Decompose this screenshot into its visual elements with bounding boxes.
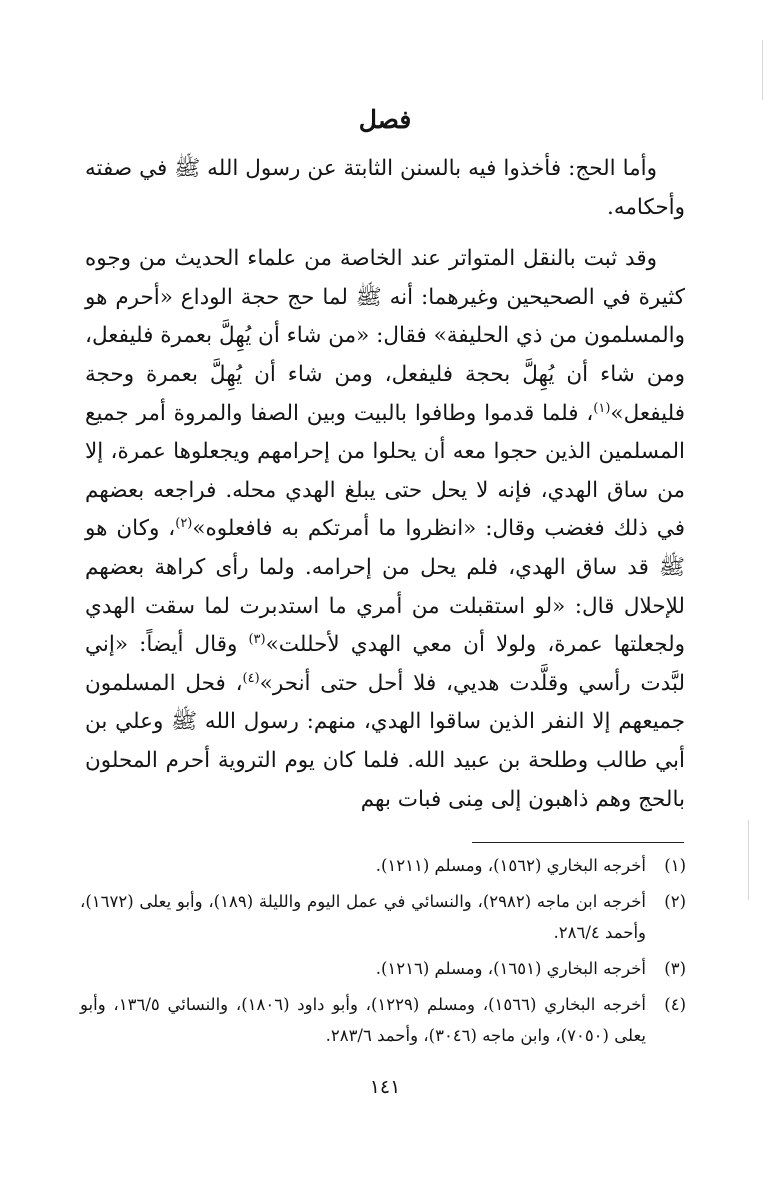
page-number: ١٤١ <box>369 1076 401 1098</box>
footnote-text: أخرجه ابن ماجه (٢٩٨٢)، والنسائي في عمل اليوم والليلة (١٨٩)، وأبو يعلى (١٦٧٢)، وأحمد ٢٨٦/٤. <box>80 892 646 942</box>
footnote-ref-3[interactable]: (٣) <box>248 631 266 647</box>
footnote-text: أخرجه البخاري (١٥٦٦)، ومسلم (١٢٢٩)، وأبو داود (١٨٠٦)، والنسائي ١٣٦/٥، وأبو يعلى (٧٠٥٠)، وابن ماجه (٣٠٤٦)، وأحمد ٢٨٣/٦. <box>80 995 646 1045</box>
paragraph-2-part-4: وقال أيضاً: «إني لبَّدت رأسي وقلَّدت هديي، فلا أحل حتى أنحر» <box>85 632 685 696</box>
footnotes <box>80 850 686 1056</box>
footnote-3 <box>80 953 686 984</box>
paragraph-2-part-1: وقد ثبت بالنقل المتواتر عند الخاصة من علماء الحديث من وجوه كثيرة في الصحيحين وغيرهما: أنه ﷺ لما حج حجة الوداع «أحرم هو والمسلمون من ذي الحليفة» فقال: «من شاء أن يُهِلَّ بعمرة فليفعل، ومن شاء أن يُهِلَّ بحجة فليفعل، ومن شاء أن يُهِلَّ بعمرة وحجة فليفعل» <box>85 246 685 426</box>
footnote-4 <box>80 989 686 1051</box>
paragraph-2 <box>85 240 685 819</box>
footnote-separator <box>472 842 684 843</box>
main-text <box>85 150 685 819</box>
footnote-number: (٤) <box>664 995 686 1014</box>
footnote-ref-1[interactable]: (١) <box>593 400 611 416</box>
paragraph-1-text: وأما الحج: فأخذوا فيه بالسنن الثابتة عن رسول الله ﷺ في صفته وأحكامه. <box>85 156 685 220</box>
footnote-1 <box>80 850 686 881</box>
footnote-number: (١) <box>664 856 686 875</box>
paragraph-2-part-5: ، فحل المسلمون جميعهم إلا النفر الذين ساقوا الهدي، منهم: رسول الله ﷺ وعلي بن أبي طالب وطلحة بن عبيد الله. فلما كان يوم التروية أحرم المحلون بالحج وهم ذاهبون إلى مِنى فبات بهم <box>85 670 685 812</box>
section-heading: فصل <box>358 105 412 134</box>
scan-edge-mark <box>748 820 749 900</box>
paragraph-1 <box>85 150 685 227</box>
footnote-number: (٣) <box>664 959 686 978</box>
footnote-2 <box>80 886 686 948</box>
footnote-ref-2[interactable]: (٢) <box>175 516 193 532</box>
paragraph-2-part-3: ، وكان هو ﷺ قد ساق الهدي، فلم يحل من إحرامه. ولما رأى كراهة بعضهم للإحلال قال: «لو استقبلت من أمري ما استدبرت لما سقت الهدي ولجعلتها عمرة، ولولا أن معي الهدي لأحللت» <box>85 516 686 658</box>
paragraph-2-part-2: ، فلما قدموا وطافوا بالبيت وبين الصفا والمروة أمر جميع المسلمين الذين حجوا معه أن يحلوا من إحرامهم ويجعلوها عمرة، إلا من ساق الهدي، فإنه لا يحل حتى يبلغ الهدي محله. فراجعه بعضهم في ذلك فغضب وقال: «انظروا ما أمرتكم به فافعلوه» <box>85 400 685 542</box>
footnote-number: (٢) <box>664 892 686 911</box>
scan-edge-mark <box>762 40 763 100</box>
footnote-text: أخرجه البخاري (١٦٥١)، ومسلم (١٢١٦). <box>375 959 646 978</box>
footnote-ref-4[interactable]: (٤) <box>242 670 260 686</box>
footnote-text: أخرجه البخاري (١٥٦٢)، ومسلم (١٢١١). <box>375 856 646 875</box>
